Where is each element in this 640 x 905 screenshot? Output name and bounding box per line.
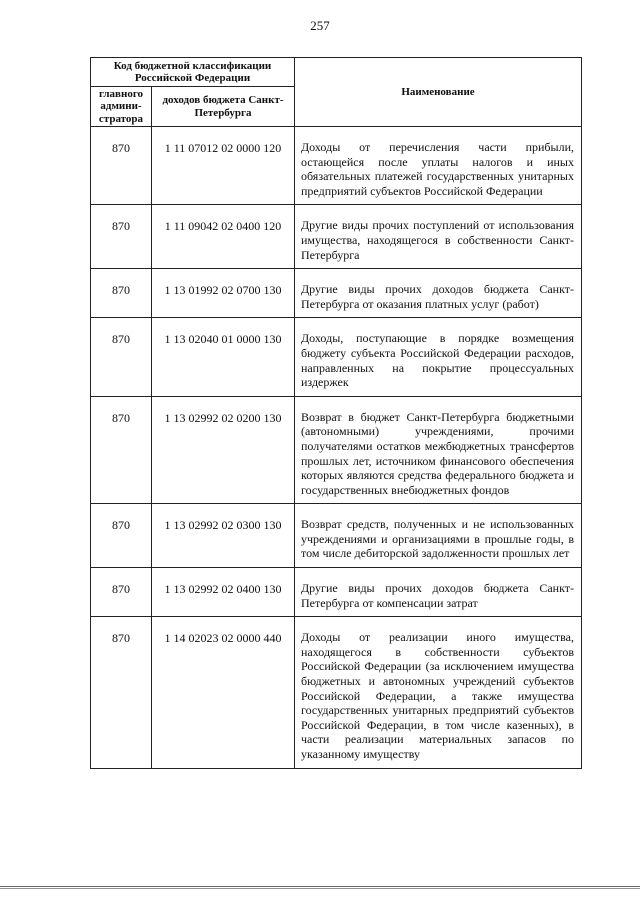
cell-revenue-code: 1 13 02992 02 0300 130 — [152, 504, 295, 568]
table-row — [91, 269, 582, 318]
table-row — [91, 205, 582, 269]
table-row — [91, 504, 582, 568]
cell-admin-code: 870 — [91, 504, 152, 568]
cell-admin-code: 870 — [91, 617, 152, 768]
cell-name: Другие виды прочих доходов бюджета Санкт-Петербурга от компенсации затрат — [295, 568, 582, 617]
header-classification-code: Код бюджетной классификации Российской Федерации — [91, 58, 295, 87]
cell-revenue-code: 1 11 07012 02 0000 120 — [152, 127, 295, 205]
cell-name: Другие виды прочих поступлений от использования имущества, находящегося в собственности Санкт-Петербурга — [295, 205, 582, 269]
cell-revenue-code: 1 11 09042 02 0400 120 — [152, 205, 295, 269]
table-row — [91, 127, 582, 205]
cell-admin-code: 870 — [91, 318, 152, 396]
table-header — [91, 58, 582, 127]
cell-revenue-code: 1 14 02023 02 0000 440 — [152, 617, 295, 768]
cell-admin-code: 870 — [91, 127, 152, 205]
cell-name: Доходы от перечисления части прибыли, остающейся после уплаты налогов и иных обязательных платежей государственных унитарных предприятий субъектов Российской Федерации — [295, 127, 582, 205]
table-row — [91, 617, 582, 768]
table-row — [91, 318, 582, 396]
table-row — [91, 396, 582, 504]
table-row — [91, 568, 582, 617]
header-chief-administrator: главного админи-стратора — [91, 87, 152, 127]
cell-admin-code: 870 — [91, 568, 152, 617]
table-body — [91, 127, 582, 769]
cell-revenue-code: 1 13 02992 02 0400 130 — [152, 568, 295, 617]
cell-revenue-code: 1 13 01992 02 0700 130 — [152, 269, 295, 318]
cell-name: Возврат в бюджет Санкт-Петербурга бюджетными (автономными) учреждениями, прочими получателями остатков межбюджетных трансфертов прошлых лет, источником финансового обеспечения которых являются средства федерального бюджета и государственных внебюджетных фондов — [295, 396, 582, 504]
cell-admin-code: 870 — [91, 396, 152, 504]
page-number: 257 — [310, 18, 330, 33]
cell-name: Другие виды прочих доходов бюджета Санкт-Петербурга от оказания платных услуг (работ) — [295, 269, 582, 318]
cell-name: Доходы от реализации иного имущества, находящегося в собственности субъектов Российской Федерации (за исключением имущества бюджетных и автономных учреждений субъектов Российской Федерации, а также имущества государственных унитарных предприятий субъектов Российской Федерации, в том числе казенных), в части реализации материальных запасов по указанному имуществу — [295, 617, 582, 768]
cell-name: Доходы, поступающие в порядке возмещения бюджету субъекта Российской Федерации расходов, направленных на покрытие процессуальных издержек — [295, 318, 582, 396]
cell-name: Возврат средств, полученных и не использованных учреждениями и организациями в прошлые годы, в том числе дебиторской задолженности прошлых лет — [295, 504, 582, 568]
cell-revenue-code: 1 13 02040 01 0000 130 — [152, 318, 295, 396]
cell-admin-code: 870 — [91, 205, 152, 269]
budget-classification-table — [90, 57, 582, 769]
header-revenue-code: доходов бюджета Санкт-Петербурга — [152, 87, 295, 127]
header-name: Наименование — [295, 58, 582, 127]
cell-admin-code: 870 — [91, 269, 152, 318]
cell-revenue-code: 1 13 02992 02 0200 130 — [152, 396, 295, 504]
scan-bottom-edge — [0, 886, 640, 889]
